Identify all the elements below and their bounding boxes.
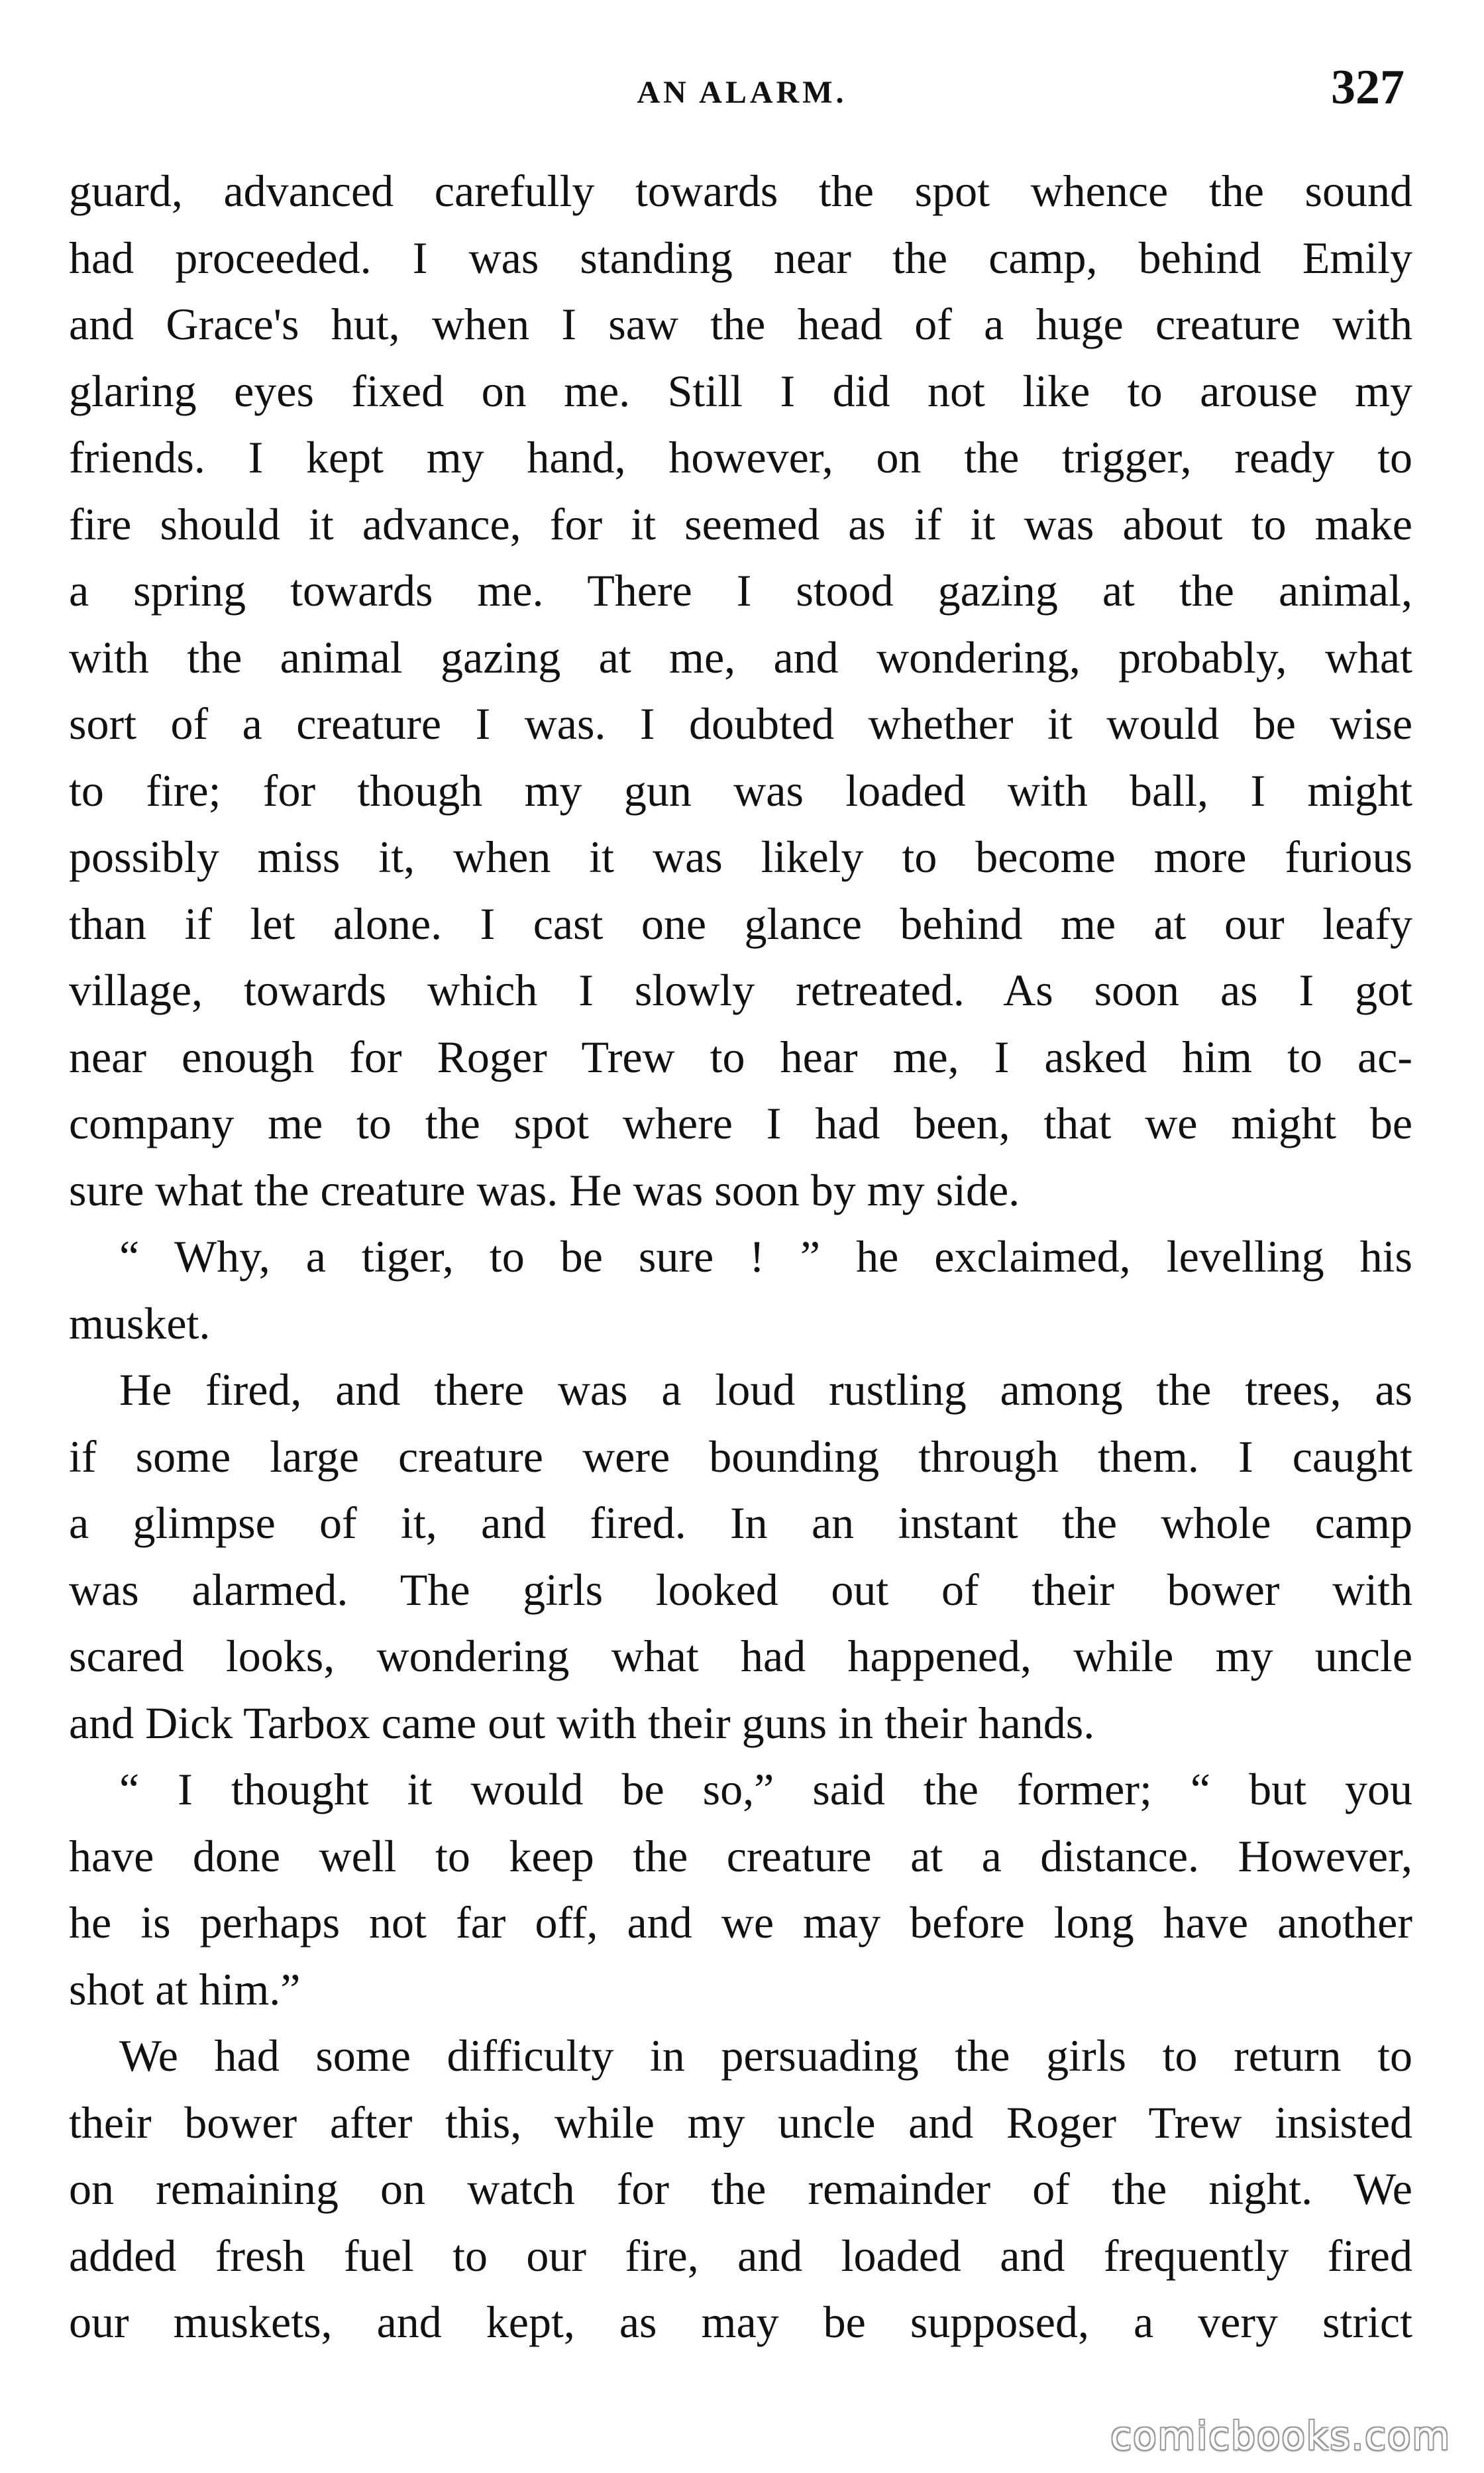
text-line: was alarmed. The girls looked out of their bower with	[69, 1564, 1412, 1615]
text-line: “ Why, a tiger, to be sure ! ” he exclaimed, levelling his	[119, 1231, 1412, 1282]
text-line: he is perhaps not far off, and we may before long have another	[69, 1897, 1412, 1948]
text-line: and Grace's hut, when I saw the head of a huge creature with	[69, 299, 1412, 349]
text-line: company me to the spot where I had been, that we might be	[69, 1098, 1412, 1148]
text-line: a glimpse of it, and fired. In an instant the whole camp	[69, 1498, 1412, 1548]
text-line: scared looks, wondering what had happened, while my uncle	[69, 1631, 1412, 1681]
text-line: their bower after this, while my uncle and Roger Trew insisted	[69, 2097, 1412, 2148]
text-line: fire should it advance, for it seemed as if it was about to make	[69, 498, 1412, 549]
body-text	[69, 158, 1412, 2356]
text-line: “ I thought it would be so,” said the former; “ but you	[119, 1764, 1412, 1814]
text-line: on remaining on watch for the remainder of the night. We	[69, 2164, 1412, 2214]
text-line: possibly miss it, when it was likely to become more furious	[69, 832, 1412, 882]
text-line: than if let alone. I cast one glance behind me at our leafy	[69, 898, 1412, 949]
watermark: comicbooks.com	[1110, 2413, 1451, 2458]
page-number: 327	[1331, 60, 1404, 115]
text-line: with the animal gazing at me, and wondering, probably, what	[69, 632, 1412, 683]
text-line: shot at him.”	[69, 1963, 301, 2014]
running-title: AN ALARM.	[637, 75, 847, 110]
text-line: a spring towards me. There I stood gazing at the animal,	[69, 565, 1412, 616]
text-line: and Dick Tarbox came out with their guns in their hands.	[69, 1697, 1095, 1748]
text-line: near enough for Roger Trew to hear me, I asked him to ac-	[69, 1031, 1412, 1082]
text-line: sort of a creature I was. I doubted whether it would be wise	[69, 698, 1412, 749]
text-line: sure what the creature was. He was soon by my side.	[69, 1164, 1020, 1215]
text-line: to fire; for though my gun was loaded with ball, I might	[69, 765, 1412, 816]
text-line: guard, advanced carefully towards the spot whence the sound	[69, 166, 1412, 216]
text-line: friends. I kept my hand, however, on the trigger, ready to	[69, 432, 1412, 482]
text-line: if some large creature were bounding through them. I caught	[69, 1431, 1412, 1482]
text-line: had proceeded. I was standing near the camp, behind Emily	[69, 232, 1412, 283]
text-line: He fired, and there was a loud rustling among the trees, as	[119, 1364, 1412, 1415]
text-line: village, towards which I slowly retreated. As soon as I got	[69, 965, 1412, 1015]
text-line: have done well to keep the creature at a distance. However,	[69, 1830, 1412, 1881]
text-line: musket.	[69, 1297, 211, 1348]
text-line: glaring eyes fixed on me. Still I did not like to arouse my	[69, 365, 1412, 416]
running-header	[66, 60, 1418, 119]
text-line: added fresh fuel to our fire, and loaded and frequently fired	[69, 2230, 1412, 2281]
text-line: our muskets, and kept, as may be supposed, a very strict	[69, 2297, 1412, 2347]
text-line: We had some difficulty in persuading the girls to return to	[119, 2030, 1412, 2081]
